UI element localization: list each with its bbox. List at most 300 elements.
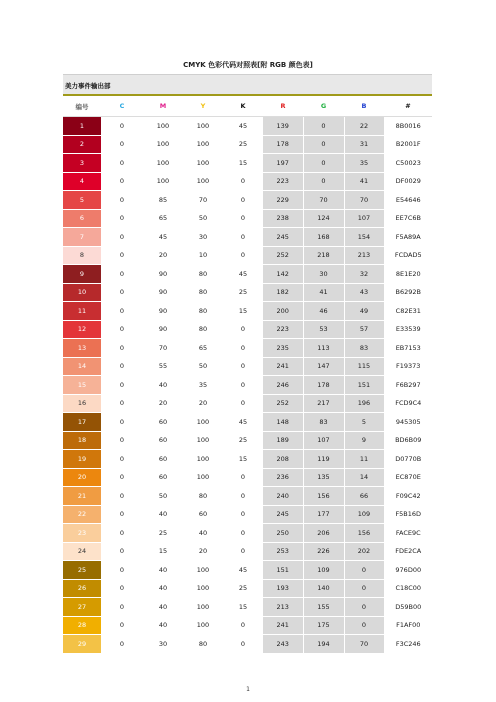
hex-code-cell: B6292B [384, 283, 432, 302]
cmyk-k-cell: 0 [223, 228, 263, 247]
rgb-r-cell: 246 [263, 376, 303, 395]
cmyk-k-cell: 0 [223, 394, 263, 413]
cmyk-k-cell: 15 [223, 598, 263, 617]
rgb-b-cell: 9 [344, 431, 384, 450]
rgb-g-cell: 135 [303, 468, 344, 487]
rgb-r-cell: 200 [263, 302, 303, 321]
cmyk-m-cell: 40 [143, 561, 183, 580]
rgb-b-cell: 66 [344, 487, 384, 506]
color-swatch-cell: 11 [63, 302, 101, 321]
color-swatch-cell: 29 [63, 635, 101, 654]
cmyk-k-cell: 15 [223, 450, 263, 469]
table-row [63, 542, 432, 561]
hex-code-cell: D0770B [384, 450, 432, 469]
cmyk-k-cell: 15 [223, 154, 263, 173]
cmyk-m-cell: 20 [143, 246, 183, 265]
cmyk-y-cell: 100 [183, 117, 223, 136]
page-title: CMYK 色彩代码对照表[附 RGB 颜色表] [183, 61, 313, 69]
header-col-g: G [303, 96, 344, 117]
table-row [63, 302, 432, 321]
table-row [63, 339, 432, 358]
table-row [63, 357, 432, 376]
cmyk-m-cell: 90 [143, 320, 183, 339]
rgb-b-cell: 154 [344, 228, 384, 247]
hex-code-cell: BD6B09 [384, 431, 432, 450]
rgb-g-cell: 0 [303, 117, 344, 136]
cmyk-k-cell: 45 [223, 561, 263, 580]
cmyk-k-cell: 0 [223, 524, 263, 543]
cmyk-m-cell: 100 [143, 154, 183, 173]
cmyk-c-cell: 0 [101, 209, 143, 228]
rgb-g-cell: 46 [303, 302, 344, 321]
rgb-g-cell: 119 [303, 450, 344, 469]
rgb-g-cell: 107 [303, 431, 344, 450]
rgb-r-cell: 197 [263, 154, 303, 173]
rgb-b-cell: 213 [344, 246, 384, 265]
header-col-c: C [101, 96, 143, 117]
table-row [63, 635, 432, 654]
rgb-b-cell: 196 [344, 394, 384, 413]
rgb-g-cell: 217 [303, 394, 344, 413]
rgb-r-cell: 193 [263, 579, 303, 598]
color-swatch-cell: 7 [63, 228, 101, 247]
header-col-r: R [263, 96, 303, 117]
cmyk-m-cell: 40 [143, 505, 183, 524]
rgb-g-cell: 70 [303, 191, 344, 210]
rgb-g-cell: 177 [303, 505, 344, 524]
cmyk-k-cell: 0 [223, 357, 263, 376]
hex-code-cell: C82E31 [384, 302, 432, 321]
hex-code-cell: FCDAD5 [384, 246, 432, 265]
rgb-b-cell: 0 [344, 561, 384, 580]
rgb-r-cell: 178 [263, 135, 303, 154]
color-swatch-cell: 24 [63, 542, 101, 561]
page-number: 1 [246, 686, 250, 693]
rgb-g-cell: 178 [303, 376, 344, 395]
header-col-number: 编号 [63, 96, 101, 117]
hex-code-cell: FACE9C [384, 524, 432, 543]
table-row [63, 598, 432, 617]
rgb-b-cell: 22 [344, 117, 384, 136]
hex-code-cell: D59B00 [384, 598, 432, 617]
rgb-r-cell: 240 [263, 487, 303, 506]
rgb-b-cell: 35 [344, 154, 384, 173]
cmyk-k-cell: 45 [223, 413, 263, 432]
cmyk-c-cell: 0 [101, 302, 143, 321]
header-col-y: Y [183, 96, 223, 117]
cmyk-k-cell: 0 [223, 635, 263, 654]
cmyk-m-cell: 90 [143, 265, 183, 284]
rgb-g-cell: 0 [303, 154, 344, 173]
cmyk-c-cell: 0 [101, 561, 143, 580]
cmyk-c-cell: 0 [101, 542, 143, 561]
cmyk-c-cell: 0 [101, 413, 143, 432]
table-row [63, 376, 432, 395]
cmyk-k-cell: 15 [223, 302, 263, 321]
cmyk-y-cell: 100 [183, 154, 223, 173]
rgb-g-cell: 218 [303, 246, 344, 265]
color-swatch-cell: 12 [63, 320, 101, 339]
cmyk-y-cell: 30 [183, 228, 223, 247]
rgb-b-cell: 49 [344, 302, 384, 321]
color-swatch-cell: 25 [63, 561, 101, 580]
rgb-b-cell: 43 [344, 283, 384, 302]
color-swatch-cell: 18 [63, 431, 101, 450]
cmyk-color-table [63, 96, 432, 654]
cmyk-y-cell: 70 [183, 191, 223, 210]
cmyk-c-cell: 0 [101, 616, 143, 635]
cmyk-c-cell: 0 [101, 357, 143, 376]
header-col-hex: # [384, 96, 432, 117]
rgb-b-cell: 32 [344, 265, 384, 284]
rgb-g-cell: 194 [303, 635, 344, 654]
cmyk-c-cell: 0 [101, 505, 143, 524]
rgb-b-cell: 57 [344, 320, 384, 339]
header-col-m: M [143, 96, 183, 117]
cmyk-c-cell: 0 [101, 339, 143, 358]
rgb-r-cell: 213 [263, 598, 303, 617]
table-row [63, 246, 432, 265]
rgb-b-cell: 70 [344, 635, 384, 654]
cmyk-m-cell: 15 [143, 542, 183, 561]
hex-code-cell: EB7153 [384, 339, 432, 358]
cmyk-y-cell: 80 [183, 487, 223, 506]
rgb-g-cell: 109 [303, 561, 344, 580]
color-swatch-cell: 21 [63, 487, 101, 506]
rgb-b-cell: 115 [344, 357, 384, 376]
hex-code-cell: FCD9C4 [384, 394, 432, 413]
header-col-k: K [223, 96, 263, 117]
cmyk-y-cell: 100 [183, 561, 223, 580]
rgb-b-cell: 107 [344, 209, 384, 228]
color-swatch-cell: 16 [63, 394, 101, 413]
table-row [63, 616, 432, 635]
rgb-b-cell: 83 [344, 339, 384, 358]
table-row [63, 320, 432, 339]
rgb-g-cell: 226 [303, 542, 344, 561]
cmyk-y-cell: 10 [183, 246, 223, 265]
cmyk-m-cell: 65 [143, 209, 183, 228]
color-swatch-cell: 17 [63, 413, 101, 432]
rgb-g-cell: 206 [303, 524, 344, 543]
hex-code-cell: 8B0016 [384, 117, 432, 136]
rgb-r-cell: 189 [263, 431, 303, 450]
rgb-g-cell: 175 [303, 616, 344, 635]
hex-code-cell: E33539 [384, 320, 432, 339]
color-swatch-cell: 9 [63, 265, 101, 284]
cmyk-c-cell: 0 [101, 468, 143, 487]
table-body [63, 117, 432, 654]
hex-code-cell: C50023 [384, 154, 432, 173]
cmyk-c-cell: 0 [101, 117, 143, 136]
cmyk-y-cell: 80 [183, 283, 223, 302]
hex-code-cell: F3C246 [384, 635, 432, 654]
hex-code-cell: 945305 [384, 413, 432, 432]
table-row [63, 450, 432, 469]
cmyk-m-cell: 70 [143, 339, 183, 358]
rgb-r-cell: 229 [263, 191, 303, 210]
rgb-r-cell: 252 [263, 394, 303, 413]
rgb-r-cell: 223 [263, 172, 303, 191]
rgb-r-cell: 208 [263, 450, 303, 469]
cmyk-k-cell: 25 [223, 431, 263, 450]
section-label: 美力事件输出部 [65, 82, 111, 90]
cmyk-k-cell: 0 [223, 246, 263, 265]
rgb-g-cell: 30 [303, 265, 344, 284]
color-swatch-cell: 2 [63, 135, 101, 154]
hex-code-cell: F6B297 [384, 376, 432, 395]
cmyk-m-cell: 100 [143, 135, 183, 154]
rgb-r-cell: 235 [263, 339, 303, 358]
rgb-r-cell: 245 [263, 505, 303, 524]
cmyk-k-cell: 0 [223, 339, 263, 358]
cmyk-c-cell: 0 [101, 320, 143, 339]
cmyk-y-cell: 65 [183, 339, 223, 358]
cmyk-y-cell: 20 [183, 394, 223, 413]
rgb-g-cell: 155 [303, 598, 344, 617]
color-swatch-cell: 28 [63, 616, 101, 635]
hex-code-cell: F1AF00 [384, 616, 432, 635]
table-row [63, 191, 432, 210]
cmyk-y-cell: 60 [183, 505, 223, 524]
cmyk-k-cell: 0 [223, 542, 263, 561]
cmyk-y-cell: 100 [183, 579, 223, 598]
cmyk-c-cell: 0 [101, 191, 143, 210]
color-swatch-cell: 13 [63, 339, 101, 358]
rgb-r-cell: 241 [263, 357, 303, 376]
cmyk-k-cell: 0 [223, 209, 263, 228]
rgb-g-cell: 0 [303, 135, 344, 154]
table-row [63, 117, 432, 136]
color-swatch-cell: 3 [63, 154, 101, 173]
cmyk-y-cell: 80 [183, 635, 223, 654]
cmyk-c-cell: 0 [101, 376, 143, 395]
cmyk-k-cell: 0 [223, 487, 263, 506]
cmyk-c-cell: 0 [101, 394, 143, 413]
cmyk-m-cell: 45 [143, 228, 183, 247]
cmyk-m-cell: 40 [143, 579, 183, 598]
rgb-r-cell: 250 [263, 524, 303, 543]
cmyk-y-cell: 100 [183, 135, 223, 154]
table-row [63, 135, 432, 154]
cmyk-m-cell: 20 [143, 394, 183, 413]
cmyk-c-cell: 0 [101, 246, 143, 265]
cmyk-y-cell: 80 [183, 265, 223, 284]
table-row [63, 487, 432, 506]
rgb-g-cell: 53 [303, 320, 344, 339]
hex-code-cell: 976D00 [384, 561, 432, 580]
rgb-g-cell: 124 [303, 209, 344, 228]
cmyk-k-cell: 0 [223, 616, 263, 635]
cmyk-m-cell: 90 [143, 302, 183, 321]
rgb-b-cell: 14 [344, 468, 384, 487]
rgb-b-cell: 70 [344, 191, 384, 210]
cmyk-y-cell: 100 [183, 172, 223, 191]
rgb-r-cell: 253 [263, 542, 303, 561]
color-swatch-cell: 4 [63, 172, 101, 191]
color-swatch-cell: 15 [63, 376, 101, 395]
cmyk-y-cell: 40 [183, 524, 223, 543]
rgb-b-cell: 202 [344, 542, 384, 561]
cmyk-c-cell: 0 [101, 598, 143, 617]
cmyk-k-cell: 25 [223, 283, 263, 302]
cmyk-y-cell: 20 [183, 542, 223, 561]
table-row [63, 154, 432, 173]
section-header [63, 74, 432, 94]
cmyk-k-cell: 0 [223, 468, 263, 487]
rgb-g-cell: 41 [303, 283, 344, 302]
table-row [63, 431, 432, 450]
rgb-r-cell: 238 [263, 209, 303, 228]
color-swatch-cell: 27 [63, 598, 101, 617]
cmyk-m-cell: 40 [143, 598, 183, 617]
cmyk-y-cell: 100 [183, 450, 223, 469]
rgb-b-cell: 11 [344, 450, 384, 469]
hex-code-cell: EE7C6B [384, 209, 432, 228]
cmyk-k-cell: 0 [223, 320, 263, 339]
color-swatch-cell: 19 [63, 450, 101, 469]
table-row [63, 561, 432, 580]
cmyk-m-cell: 90 [143, 283, 183, 302]
cmyk-k-cell: 0 [223, 191, 263, 210]
hex-code-cell: DF0029 [384, 172, 432, 191]
cmyk-c-cell: 0 [101, 431, 143, 450]
hex-code-cell: F5B16D [384, 505, 432, 524]
table-row [63, 505, 432, 524]
cmyk-c-cell: 0 [101, 635, 143, 654]
color-swatch-cell: 1 [63, 117, 101, 136]
hex-code-cell: F19373 [384, 357, 432, 376]
cmyk-c-cell: 0 [101, 172, 143, 191]
hex-code-cell: F09C42 [384, 487, 432, 506]
cmyk-y-cell: 35 [183, 376, 223, 395]
rgb-g-cell: 168 [303, 228, 344, 247]
cmyk-m-cell: 40 [143, 376, 183, 395]
cmyk-m-cell: 40 [143, 616, 183, 635]
cmyk-y-cell: 100 [183, 468, 223, 487]
cmyk-y-cell: 100 [183, 616, 223, 635]
cmyk-m-cell: 85 [143, 191, 183, 210]
rgb-r-cell: 142 [263, 265, 303, 284]
cmyk-c-cell: 0 [101, 487, 143, 506]
table-row [63, 228, 432, 247]
cmyk-k-cell: 25 [223, 579, 263, 598]
rgb-g-cell: 0 [303, 172, 344, 191]
table-row [63, 394, 432, 413]
color-swatch-cell: 22 [63, 505, 101, 524]
cmyk-y-cell: 80 [183, 320, 223, 339]
cmyk-m-cell: 60 [143, 468, 183, 487]
cmyk-c-cell: 0 [101, 450, 143, 469]
rgb-r-cell: 151 [263, 561, 303, 580]
cmyk-m-cell: 60 [143, 450, 183, 469]
color-swatch-cell: 10 [63, 283, 101, 302]
cmyk-c-cell: 0 [101, 283, 143, 302]
cmyk-c-cell: 0 [101, 265, 143, 284]
hex-code-cell: EC870E [384, 468, 432, 487]
hex-code-cell: B2001F [384, 135, 432, 154]
table-row [63, 209, 432, 228]
cmyk-y-cell: 100 [183, 431, 223, 450]
color-swatch-cell: 26 [63, 579, 101, 598]
hex-code-cell: F5A89A [384, 228, 432, 247]
rgb-b-cell: 5 [344, 413, 384, 432]
cmyk-c-cell: 0 [101, 135, 143, 154]
cmyk-m-cell: 60 [143, 413, 183, 432]
cmyk-k-cell: 45 [223, 117, 263, 136]
table-header-row [63, 96, 432, 117]
cmyk-m-cell: 100 [143, 172, 183, 191]
rgb-b-cell: 0 [344, 579, 384, 598]
rgb-r-cell: 243 [263, 635, 303, 654]
hex-code-cell: 8E1E20 [384, 265, 432, 284]
rgb-g-cell: 113 [303, 339, 344, 358]
rgb-r-cell: 223 [263, 320, 303, 339]
rgb-b-cell: 0 [344, 616, 384, 635]
table-row [63, 468, 432, 487]
cmyk-c-cell: 0 [101, 524, 143, 543]
rgb-r-cell: 241 [263, 616, 303, 635]
rgb-b-cell: 41 [344, 172, 384, 191]
rgb-b-cell: 109 [344, 505, 384, 524]
rgb-r-cell: 182 [263, 283, 303, 302]
table-row [63, 283, 432, 302]
cmyk-k-cell: 45 [223, 265, 263, 284]
hex-code-cell: E54646 [384, 191, 432, 210]
cmyk-m-cell: 55 [143, 357, 183, 376]
rgb-b-cell: 151 [344, 376, 384, 395]
rgb-b-cell: 156 [344, 524, 384, 543]
hex-code-cell: FDE2CA [384, 542, 432, 561]
cmyk-k-cell: 0 [223, 505, 263, 524]
rgb-g-cell: 83 [303, 413, 344, 432]
color-swatch-cell: 23 [63, 524, 101, 543]
cmyk-y-cell: 80 [183, 302, 223, 321]
rgb-b-cell: 31 [344, 135, 384, 154]
cmyk-y-cell: 50 [183, 209, 223, 228]
hex-code-cell: C18C00 [384, 579, 432, 598]
rgb-g-cell: 156 [303, 487, 344, 506]
rgb-g-cell: 147 [303, 357, 344, 376]
rgb-r-cell: 139 [263, 117, 303, 136]
rgb-r-cell: 148 [263, 413, 303, 432]
cmyk-m-cell: 30 [143, 635, 183, 654]
cmyk-m-cell: 60 [143, 431, 183, 450]
rgb-b-cell: 0 [344, 598, 384, 617]
color-swatch-cell: 14 [63, 357, 101, 376]
cmyk-y-cell: 100 [183, 413, 223, 432]
cmyk-y-cell: 100 [183, 598, 223, 617]
cmyk-c-cell: 0 [101, 579, 143, 598]
cmyk-m-cell: 50 [143, 487, 183, 506]
cmyk-c-cell: 0 [101, 154, 143, 173]
color-swatch-cell: 5 [63, 191, 101, 210]
cmyk-m-cell: 100 [143, 117, 183, 136]
cmyk-c-cell: 0 [101, 228, 143, 247]
cmyk-m-cell: 25 [143, 524, 183, 543]
color-swatch-cell: 6 [63, 209, 101, 228]
header-col-b: B [344, 96, 384, 117]
cmyk-k-cell: 25 [223, 135, 263, 154]
color-swatch-cell: 20 [63, 468, 101, 487]
color-swatch-cell: 8 [63, 246, 101, 265]
table-row [63, 265, 432, 284]
rgb-r-cell: 245 [263, 228, 303, 247]
cmyk-k-cell: 0 [223, 172, 263, 191]
table-row [63, 579, 432, 598]
rgb-r-cell: 252 [263, 246, 303, 265]
table-row [63, 172, 432, 191]
